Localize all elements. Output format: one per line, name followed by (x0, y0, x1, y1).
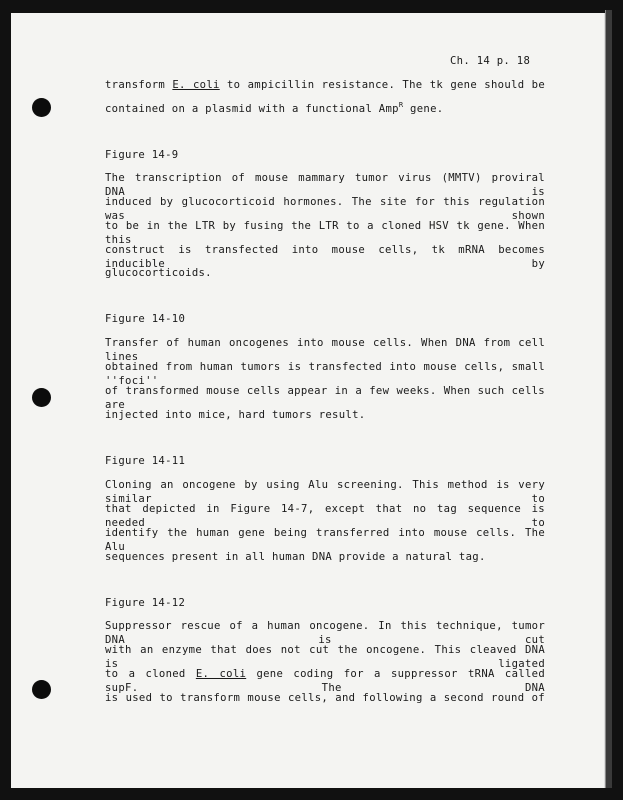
text-line: to be in the LTR by fusing the LTR to a cloned HSV tk gene. When this (105, 220, 545, 246)
text-line: Suppressor rescue of a human oncogene. In this technique, tumor DNA is cut (105, 620, 545, 646)
text-line: with an enzyme that does not cut the oncogene. This cleaved DNA is ligated (105, 644, 545, 670)
text-line: sequences present in all human DNA provide a natural tag. (105, 551, 486, 563)
text-line: of transformed mouse cells appear in a few weeks. When such cells are (105, 385, 545, 411)
superscript: R (398, 101, 404, 109)
page-header: Ch. 14 p. 18 (450, 55, 531, 67)
text-line (105, 102, 443, 116)
text-span: gene. (403, 103, 444, 115)
text-line: is used to transform mouse cells, and following a second round of (105, 692, 545, 704)
text-span: to a cloned (105, 668, 196, 680)
text-line (105, 78, 545, 92)
text-line: construct is transfected into mouse cells, tk mRNA becomes inducible by (105, 244, 545, 270)
page-edge (605, 10, 612, 788)
text-line: identify the human gene being transferred into mouse cells. The Alu (105, 527, 545, 553)
text-line: Cloning an oncogene by using Alu screening. This method is very similar to (105, 479, 545, 505)
text-span: gene coding for a suppressor tRNA called supF. The DNA (105, 668, 546, 694)
species-name: E. coli (195, 668, 247, 680)
text-span: contained on a plasmid with a functional Amp (105, 103, 399, 115)
species-name: E. coli (172, 79, 220, 91)
text-line: injected into mice, hard tumors result. (105, 409, 366, 421)
text-line: obtained from human tumors is transfected into mouse cells, small ''foci'' (105, 361, 545, 387)
text-line: Transfer of human oncogenes into mouse cells. When DNA from cell lines (105, 337, 545, 363)
figure-heading: Figure 14-10 (105, 313, 186, 325)
figure-heading: Figure 14-12 (105, 597, 186, 609)
text-line: induced by glucocorticoid hormones. The site for this regulation was shown (105, 196, 545, 222)
binder-hole-middle (32, 388, 51, 407)
binder-hole-top (32, 98, 51, 117)
text-span: transform (105, 79, 173, 91)
text-line: that depicted in Figure 14-7, except that no tag sequence is needed to (105, 503, 545, 529)
figure-heading: Figure 14-9 (105, 149, 179, 161)
figure-heading: Figure 14-11 (105, 455, 186, 467)
text-line (105, 667, 546, 694)
text-line: glucocorticoids. (105, 267, 212, 279)
text-line: The transcription of mouse mammary tumor virus (MMTV) proviral DNA is (105, 172, 545, 198)
binder-hole-bottom (32, 680, 51, 699)
text-span: to ampicillin resistance. The tk gene should be (219, 79, 545, 91)
